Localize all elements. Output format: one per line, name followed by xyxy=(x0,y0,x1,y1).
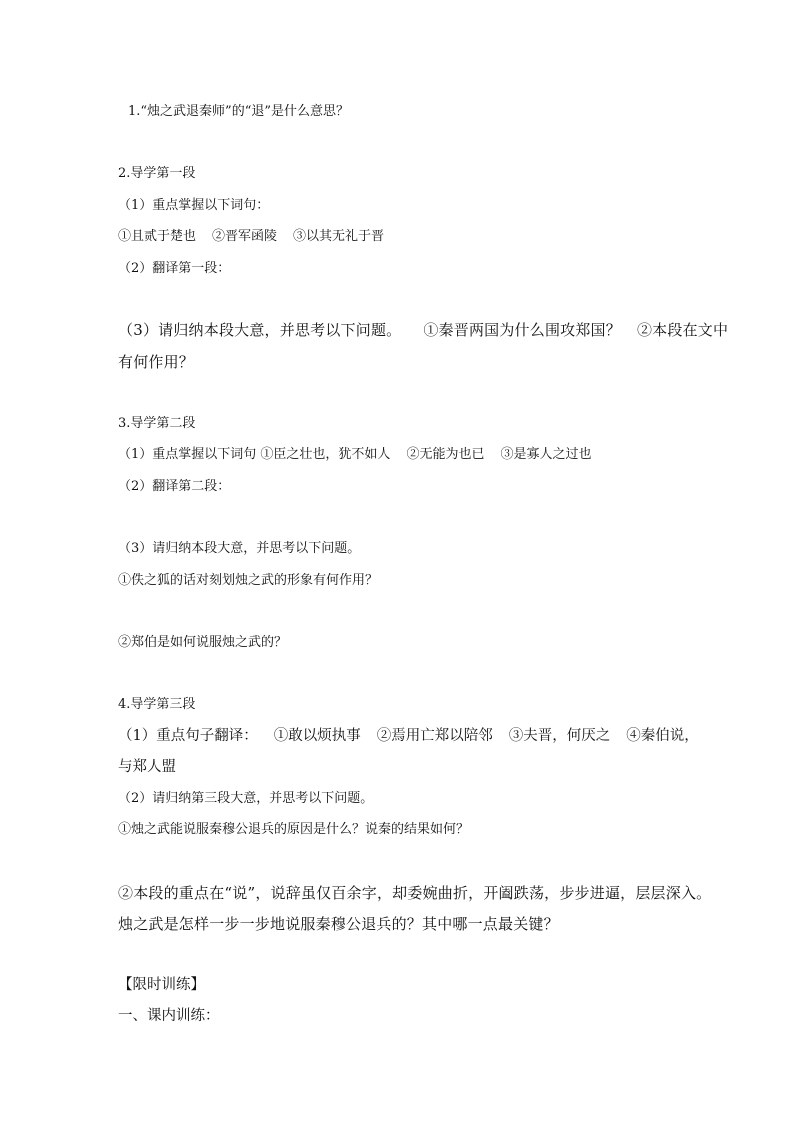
section-2-item-2-label: （2）翻译第一段： xyxy=(118,261,231,276)
section-4-item-2-label: （2）请归纳第三段大意，并思考以下问题。 xyxy=(118,791,374,806)
sentence-item: ④秦伯说， xyxy=(626,728,699,744)
section-2-item-3-cont: 有何作用？ xyxy=(118,353,195,371)
section-4-question-2-cont: 烛之武是怎样一步一步地说服秦穆公退兵的？其中哪一点最关键？ xyxy=(118,915,559,933)
word-item: ②无能为也已 xyxy=(406,447,485,462)
section-3-question-1: ①佚之狐的话对刻划烛之武的形象有何作用？ xyxy=(118,573,379,588)
word-item: ①且贰于楚也 xyxy=(118,229,197,244)
training-heading: 【限时训练】 xyxy=(118,977,205,993)
section-2-item-1-label: （1）重点掌握以下词句： xyxy=(118,198,270,213)
section-2-heading: 2.导学第一段 xyxy=(118,166,196,181)
section-3-question-2: ②郑伯是如何说服烛之武的？ xyxy=(118,635,288,650)
section-4-question-2: ②本段的重点在“说”，说辞虽仅百余字，却委婉曲折，开阖跌荡，步步进逼，层层深入。 xyxy=(118,884,712,902)
section-4-item-1-cont: 与郑人盟 xyxy=(118,759,176,775)
word-item: ③以其无礼于晋 xyxy=(293,229,385,244)
section-4-heading: 4.导学第三段 xyxy=(118,697,196,712)
question-1: 1.“烛之武退秦师”的“退”是什么意思？ xyxy=(128,104,349,119)
section-3-heading: 3.导学第二段 xyxy=(118,416,196,431)
section-2-item-1-words xyxy=(118,229,384,245)
section-4-question-1: ①烛之武能说服秦穆公退兵的原因是什么？说秦的结果如何？ xyxy=(118,822,470,837)
section-4-item-1: （1）重点句子翻译： ①敢以烦执事 ②焉用亡郑以陪邻 ③夫晋，何厌之 ④秦伯说， xyxy=(118,728,699,744)
training-subheading: 一、课内训练： xyxy=(118,1008,220,1024)
sentence-item: ②焉用亡郑以陪邻 xyxy=(376,728,493,744)
section-3-item-1: （1）重点掌握以下词句 ①臣之壮也，犹不如人 ②无能为也已 ③是寡人之过也 xyxy=(118,447,592,462)
word-item: ①臣之壮也，犹不如人 xyxy=(260,447,391,462)
word-item: ③是寡人之过也 xyxy=(500,447,592,462)
word-item: ②晋军函陵 xyxy=(212,229,278,244)
sentence-item: ①敢以烦执事 xyxy=(273,728,361,744)
section-2-item-3: （3）请归纳本段大意，并思考以下问题。 ①秦晋两国为什么围攻郑国？ ②本段在文中 xyxy=(118,321,729,339)
section-3-item-2-label: （2）翻译第二段： xyxy=(118,479,231,494)
sentence-item: ③夫晋，何厌之 xyxy=(508,728,611,744)
section-3-item-3-label: （3）请归纳本段大意，并思考以下问题。 xyxy=(118,541,361,556)
